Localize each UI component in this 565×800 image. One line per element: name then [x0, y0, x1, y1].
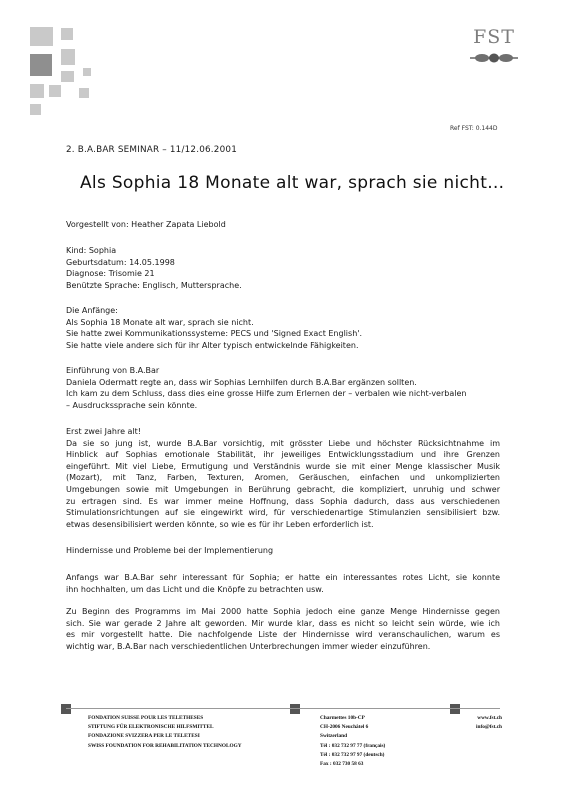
paragraph-line: wichtig war, B.A.Bar nach verschiedentlichen Unterbrechungen immer wieder einzuführen.: [66, 641, 431, 651]
child-info-block: [66, 245, 242, 291]
foundation-name-fr: FONDATION SUISSE POUR LES TELETHESES: [88, 715, 204, 721]
fst-logo-mark: [470, 52, 518, 64]
phone-fr: Tél : 032 732 97 77 (français): [320, 742, 386, 749]
section-erst-zwei-jahre: [66, 426, 500, 530]
paragraph-line: zu ertragen sind. Es war immer meine Hoffnung, dass Sophia dadurch, dass aus verschiedenen: [66, 496, 500, 506]
paragraph-line: Ich kam zu dem Schluss, dass dies eine grosse Hilfe zum Erlernen der – verbalen wie nicht-verbalen: [66, 389, 467, 399]
section-heading: Einführung von B.A.Bar: [66, 366, 160, 375]
paragraph-line: Sie hatte zwei Kommunikationssysteme: PECS und 'Signed Exact English'.: [66, 329, 363, 339]
paragraph-line: sich. Sie war gerade 2 Jahre alt geworden. Mir wurde klar, dass es nicht so leicht sein würde, wie ich: [66, 618, 500, 628]
presenter-line: Vorgestellt von: Heather Zapata Liebold: [66, 220, 226, 229]
section-heading: Erst zwei Jahre alt!: [66, 427, 141, 436]
seminar-heading: 2. B.A.BAR SEMINAR – 11/12.06.2001: [66, 145, 237, 155]
paragraph-line: (Mozart), mit Tanz, Farben, Texturen, Aromen, Geräuschen, einfachen und unkomplizierten: [66, 473, 500, 483]
paragraph-line: Umgebungen sowie mit Umgebungen in Berührung gebracht, die kompliziert, unruhig und schwer: [66, 484, 500, 494]
fax: Fax : 032 730 58 63: [320, 761, 364, 768]
reference-number: Ref FST: 0.144D: [450, 125, 498, 132]
footer-web: [462, 714, 502, 732]
paragraph-line: es mir vorgestellt hatte. Die nachfolgende Liste der Hindernisse wird veranschaulichen, warum es: [66, 630, 500, 640]
footer-divider: [66, 708, 500, 709]
paragraph-line: Als Sophia 18 Monate alt war, sprach sie nicht.: [66, 317, 254, 327]
paragraph-line: Zu Beginn des Programms im Mai 2000 hatte Sophia jedoch eine ganze Menge Hindernisse gegen: [66, 607, 500, 616]
paragraph-line: Sie hatte viele andere sich für ihr Alter typisch entwickelnde Fähigkeiten.: [66, 340, 359, 350]
email-link[interactable]: info@fst.ch: [476, 724, 502, 731]
section-heading: Die Anfänge:: [66, 306, 118, 315]
website-link[interactable]: www.fst.ch: [477, 715, 502, 721]
paragraph-line: etwas desensibilisiert werden könnte, so wie es für ihr Leben erforderlich ist.: [66, 519, 374, 529]
hindernisse-heading: Hindernisse und Probleme bei der Implementierung: [66, 546, 274, 555]
child-birthdate: Geburtsdatum: 14.05.1998: [66, 257, 175, 267]
foundation-name-en: SWISS FOUNDATION FOR REHABILITATION TECHNOLOGY: [88, 742, 242, 749]
fst-logo: [466, 26, 522, 70]
paragraph-anfangs: [66, 572, 500, 595]
address-street: Charmettes 10b-CP: [320, 715, 365, 721]
paragraph-line: eingeführt. Mit viel Liebe, Ermutigung und Verständnis wurde sie mit einer Menge klassischer Musik: [66, 461, 500, 471]
section-anfaenge: [66, 305, 362, 351]
fst-logo-text: FST: [473, 26, 515, 48]
paragraph-line: ihn hochhalten, um das Licht und die Knöpfe zu betrachten usw.: [66, 584, 324, 594]
footer-square: [61, 704, 71, 714]
child-language: Benützte Sprache: Englisch, Muttersprache.: [66, 280, 242, 290]
foundation-name-it: FONDAZIONE SVIZZERA PER LE TELETESI: [88, 733, 200, 740]
paragraph-line: Daniela Odermatt regte an, dass wir Sophias Lernhilfen durch B.A.Bar ergänzen sollten.: [66, 377, 417, 387]
document-title: Als Sophia 18 Monate alt war, sprach sie nicht…: [80, 173, 505, 193]
address-city: CH-2006 Neuchâtel 6: [320, 724, 369, 731]
address-country: Switzerland: [320, 733, 348, 740]
footer-address: [320, 714, 385, 769]
paragraph-line: Da sie so jung ist, wurde B.A.Bar vorsichtig, mit grösster Liebe und höchster Rücksichtnahme im: [66, 438, 500, 448]
section-einfuehrung: [66, 365, 466, 411]
footer-foundation: [88, 714, 242, 751]
child-name: Kind: Sophia: [66, 246, 117, 255]
paragraph-programm: [66, 606, 500, 652]
child-diagnosis: Diagnose: Trisomie 21: [66, 269, 155, 279]
footer-square: [290, 704, 300, 714]
paragraph-line: – Ausdruckssprache sein könnte.: [66, 400, 198, 410]
foundation-name-de: STIFTUNG FÜR ELEKTRONISCHE HILFSMITTEL: [88, 724, 214, 731]
paragraph-line: Stimulationsrichtungen auf sie eingewirkt wird, für verschiedenartige Stimulanzien sensibilisiert bzw.: [66, 508, 500, 518]
paragraph-line: Anfangs war B.A.Bar sehr interessant für Sophia; er hatte ein interessantes rotes Licht, sie konnte: [66, 573, 500, 582]
footer-square: [450, 704, 460, 714]
paragraph-line: Hinblick auf Sophias emotionale Stabilität, ihr jeweiliges Entwicklungsstadium und ihre Grenzen: [66, 450, 500, 460]
phone-de: Tél : 032 732 97 97 (deutsch): [320, 751, 385, 758]
